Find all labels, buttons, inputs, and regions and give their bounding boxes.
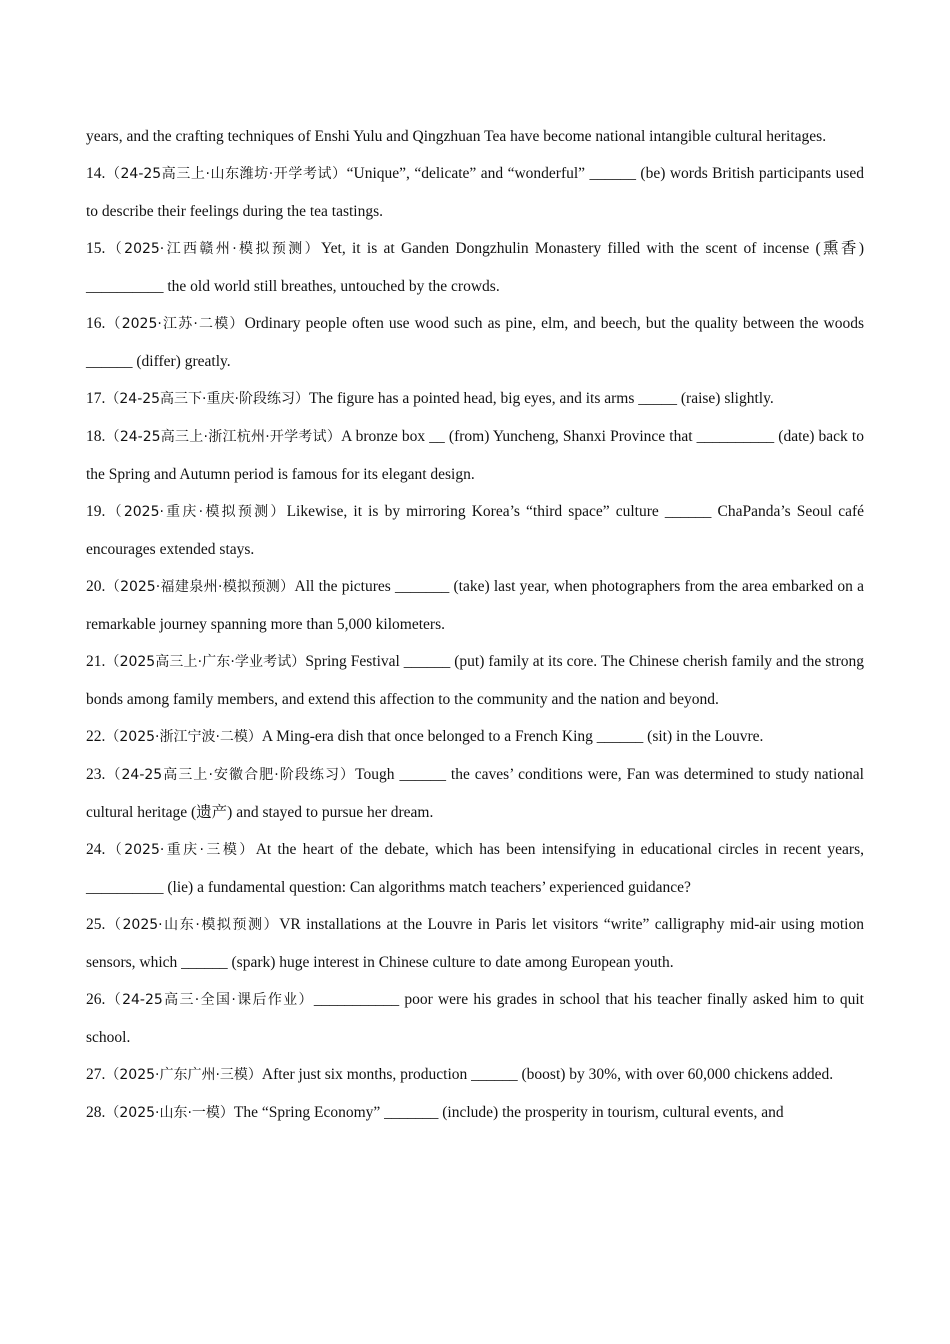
question-21 bbox=[86, 643, 864, 718]
question-text: ___________ poor were his grades in school that his teacher finally asked him to quit school. bbox=[86, 991, 864, 1046]
question-text: At the heart of the debate, which has been intensifying in educational circles in recent years, __________ (lie) a fundamental question: Can algorithms match teachers’ experienced guidance? bbox=[86, 841, 864, 896]
question-source: （24-25高三上·安徽合肥·阶段练习） bbox=[105, 767, 356, 783]
question-source: （2025·浙江宁波·二模） bbox=[105, 729, 262, 745]
question-number: 27. bbox=[86, 1066, 106, 1083]
question-number: 26. bbox=[86, 991, 106, 1008]
question-20 bbox=[86, 568, 864, 643]
question-28 bbox=[86, 1094, 864, 1132]
question-source: （2025·重庆·三模） bbox=[105, 842, 256, 858]
question-text: The “Spring Economy” _______ (include) the prosperity in tourism, cultural events, and bbox=[233, 1104, 784, 1121]
question-17 bbox=[86, 380, 864, 418]
question-source: （2025·江西赣州·模拟预测） bbox=[105, 241, 322, 257]
question-text: Ordinary people often use wood such as pine, elm, and beech, but the quality between the woods ______ (differ) greatly. bbox=[86, 315, 864, 370]
question-text: “Unique”, “delicate” and “wonderful” ______ (be) words British participants used to describe their feelings during the tea tastings. bbox=[86, 165, 864, 220]
question-source: （2025·广东广州·三模） bbox=[105, 1067, 262, 1083]
question-source: （2025·福建泉州·模拟预测） bbox=[105, 579, 295, 595]
question-19 bbox=[86, 493, 864, 568]
question-source: （2025·山东·一模） bbox=[105, 1105, 234, 1121]
question-source: （24-25高三·全国·课后作业） bbox=[105, 992, 314, 1008]
question-source: （24-25高三上·浙江杭州·开学考试） bbox=[105, 429, 342, 445]
question-number: 17. bbox=[86, 390, 106, 407]
question-24 bbox=[86, 831, 864, 906]
question-source: （24-25高三上·山东潍坊·开学考试） bbox=[105, 166, 347, 182]
question-16 bbox=[86, 305, 864, 380]
question-number: 23. bbox=[86, 766, 106, 783]
document-page bbox=[86, 118, 864, 1132]
question-text: Likewise, it is by mirroring Korea’s “third space” culture ______ ChaPanda’s Seoul café encourages extended stays. bbox=[86, 503, 865, 558]
question-18 bbox=[86, 418, 864, 493]
question-text: Yet, it is at Ganden Dongzhulin Monastery filled with the scent of incense (熏香) __________ the old world still breathes, untouched by the crowds. bbox=[86, 240, 864, 295]
question-number: 25. bbox=[86, 916, 106, 933]
question-number: 18. bbox=[86, 428, 106, 445]
question-text: A Ming-era dish that once belonged to a French King ______ (sit) in the Louvre. bbox=[261, 728, 764, 745]
question-text: Spring Festival ______ (put) family at its core. The Chinese cherish family and the strong bonds among family members, and extend this affection to the community and the nation and beyond. bbox=[86, 653, 865, 708]
question-15 bbox=[86, 230, 864, 305]
question-number: 20. bbox=[86, 578, 106, 595]
question-number: 16. bbox=[86, 315, 106, 332]
question-number: 22. bbox=[86, 728, 106, 745]
question-source: （2025高三上·广东·学业考试） bbox=[105, 654, 306, 670]
question-text: VR installations at the Louvre in Paris let visitors “write” calligraphy mid-air using motion sensors, which ______ (spark) huge interest in Chinese culture to date among European youth. bbox=[86, 916, 864, 971]
question-text: Tough ______ the caves’ conditions were, Fan was determined to study national cultural heritage (遗产) and stayed to pursue her dream. bbox=[86, 766, 864, 821]
question-number: 28. bbox=[86, 1104, 106, 1121]
question-number: 14. bbox=[86, 165, 106, 182]
question-source: （24-25高三下·重庆·阶段练习） bbox=[105, 391, 309, 407]
question-text: All the pictures _______ (take) last year, when photographers from the area embarked on a remarkable journey spanning more than 5,000 kilometers. bbox=[86, 578, 864, 633]
intro-paragraph: years, and the crafting techniques of Enshi Yulu and Qingzhuan Tea have become national intangible cultural heritages. bbox=[86, 128, 827, 145]
question-number: 15. bbox=[86, 240, 106, 257]
question-text: A bronze box __ (from) Yuncheng, Shanxi Province that __________ (date) back to the Spring and Autumn period is famous for its elegant design. bbox=[86, 428, 864, 483]
question-text: After just six months, production ______ (boost) by 30%, with over 60,000 chickens added. bbox=[261, 1066, 834, 1083]
question-14 bbox=[86, 155, 864, 230]
question-25 bbox=[86, 906, 864, 981]
question-source: （2025·山东·模拟预测） bbox=[105, 917, 280, 933]
question-23 bbox=[86, 756, 864, 831]
question-number: 21. bbox=[86, 653, 106, 670]
question-source: （2025·江苏·二模） bbox=[105, 316, 245, 332]
question-text: The figure has a pointed head, big eyes, and its arms _____ (raise) slightly. bbox=[308, 390, 774, 407]
question-26 bbox=[86, 981, 864, 1056]
question-source: （2025·重庆·模拟预测） bbox=[105, 504, 287, 520]
question-22 bbox=[86, 718, 864, 756]
question-number: 19. bbox=[86, 503, 106, 520]
question-number: 24. bbox=[86, 841, 106, 858]
question-27 bbox=[86, 1056, 864, 1094]
